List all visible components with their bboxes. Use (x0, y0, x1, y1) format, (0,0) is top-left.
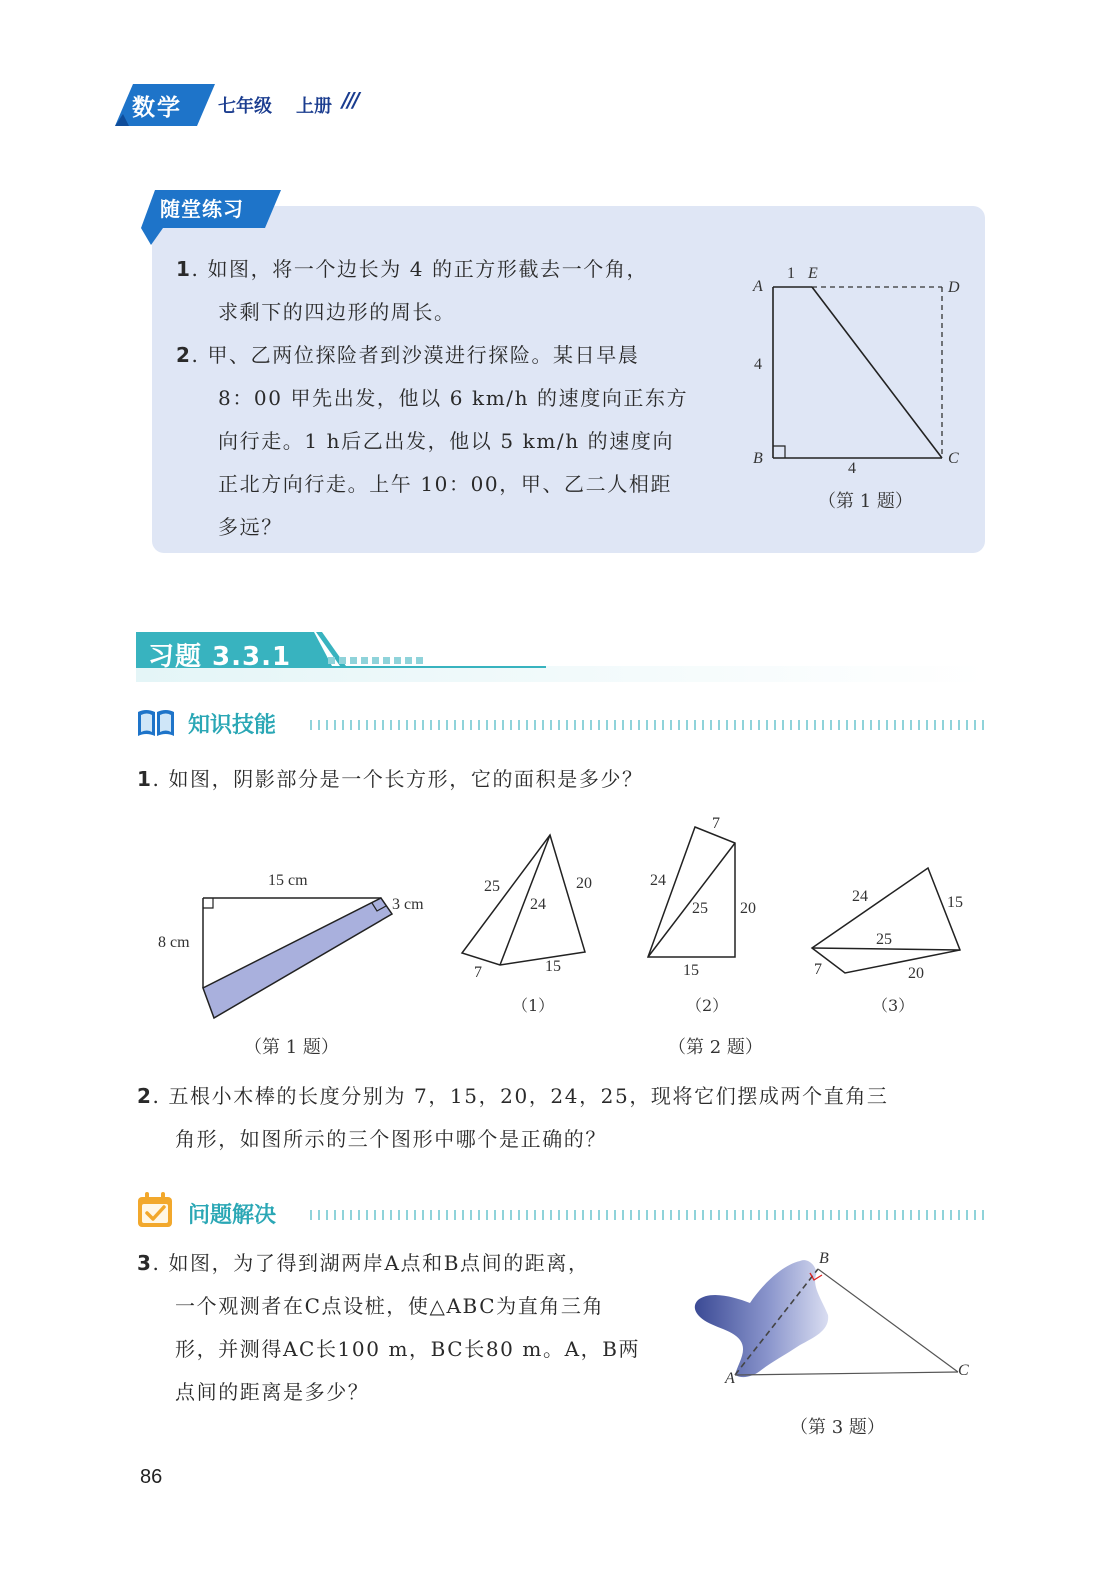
length-label: 20 (740, 900, 756, 917)
exercise-q3: 3. 如图，为了得到湖两岸A点和B点间的距离， 一个观测者在C点设桩，使△ABC为直角三角 形，并测得AC长100 m，BC长80 m。A，B两 点间的距离是多少？ (137, 1242, 640, 1414)
point-label: B (819, 1250, 829, 1267)
subfigure-caption: （2） (686, 996, 729, 1015)
calendar-check-icon (136, 1190, 176, 1230)
question-text: 求剩下的四边形的周长。 (218, 300, 456, 324)
section-divider (310, 1210, 986, 1220)
length-label: 15 (683, 962, 699, 979)
question-text: 点间的距离是多少？ (175, 1380, 370, 1404)
question-text: 8：00 甲先出发，他以 6 km/h 的速度向正东方 (218, 386, 689, 410)
length-label: 20 (908, 965, 924, 982)
volume-label: 上册 (296, 96, 332, 117)
book-icon (136, 706, 176, 738)
length-label: 7 (474, 964, 482, 981)
question-number: 2 (176, 343, 192, 367)
length-label: 8 cm (158, 934, 190, 951)
length-label: 15 cm (268, 872, 308, 889)
figure-caption: （第 3 题） (790, 1417, 885, 1438)
length-label: 1 (787, 265, 795, 282)
exercise-q1: 1. 如图，阴影部分是一个长方形，它的面积是多少？ (137, 767, 644, 791)
question-text: 角形，如图所示的三个图形中哪个是正确的？ (175, 1127, 607, 1151)
question-text: 一个观测者在C点设桩，使△ABC为直角三角 (175, 1294, 605, 1318)
question-text: 如图，为了得到湖两岸A点和B点间的距离， (168, 1251, 590, 1275)
question-text: 正北方向行走。上午 10：00，甲、乙二人相距 (218, 472, 673, 496)
triangle-set-2 (648, 827, 735, 957)
point-label: C (958, 1362, 969, 1379)
length-label: 7 (814, 961, 822, 978)
question-number: 3 (137, 1251, 153, 1275)
header-mark: /// (342, 88, 358, 112)
length-label: 4 (754, 356, 762, 373)
square-figure (740, 260, 970, 480)
length-label: 20 (576, 875, 592, 892)
length-label: 25 (484, 878, 500, 895)
triangles-figure (450, 815, 970, 985)
question-text: 如图，阴影部分是一个长方形，它的面积是多少？ (168, 767, 644, 791)
question-text: 如图，将一个边长为 4 的正方形截去一个角， (207, 257, 649, 281)
question-text: 多远？ (218, 515, 283, 539)
question-number: 2 (137, 1084, 153, 1108)
page-number: 86 (140, 1466, 163, 1488)
question-text: 五根小木棒的长度分别为 7，15，20，24，25，现将它们摆成两个直角三 (168, 1084, 889, 1108)
length-label: 25 (692, 900, 708, 917)
length-label: 24 (530, 896, 546, 913)
point-label: E (808, 265, 818, 282)
section-divider (310, 720, 986, 730)
subfigure-caption: （1） (512, 996, 555, 1015)
point-label: B (753, 450, 763, 467)
figure-caption: （第 2 题） (668, 1037, 763, 1058)
exercise-title: 习题 3.3.1 (148, 642, 292, 672)
length-label: 3 cm (392, 896, 424, 913)
point-label: C (948, 450, 959, 467)
lake-figure (690, 1245, 980, 1390)
point-label: A (753, 278, 763, 295)
length-label: 7 (712, 815, 720, 832)
question-number: 1 (137, 767, 153, 791)
question-text: 形，并测得AC长100 m，BC长80 m。A，B两 (175, 1337, 641, 1361)
section-title-skills: 知识技能 (188, 713, 277, 738)
triangle-set-1 (462, 835, 585, 965)
point-label: A (725, 1370, 735, 1387)
point-label: D (948, 279, 960, 296)
figure-caption: （第 1 题） (244, 1037, 339, 1058)
grade-label: 七年级 (218, 96, 272, 117)
triangle-set-3 (812, 868, 960, 973)
exercise-q2: 2. 五根小木棒的长度分别为 7，15，20，24，25，现将它们摆成两个直角三 角形，如图所示的三个图形中哪个是正确的？ (137, 1075, 889, 1161)
figure-caption: （第 1 题） (818, 491, 913, 512)
length-label: 15 (947, 894, 963, 911)
length-label: 4 (848, 460, 856, 477)
length-label: 24 (852, 888, 868, 905)
question-text: 向行走。1 h后乙出发，他以 5 km/h 的速度向 (218, 429, 675, 453)
subject-label: 数学 (132, 95, 182, 121)
section-title-problems: 问题解决 (188, 1203, 277, 1228)
subfigure-caption: （3） (872, 996, 915, 1015)
length-label: 25 (876, 931, 892, 948)
practice-q2: 2. 甲、乙两位探险者到沙漠进行探险。某日早晨 8：00 甲先出发，他以 6 km/h 的速度向正东方 向行走。1 h后乙出发，他以 5 km/h 的速度向 正北方向行走。上午 10：00，甲、乙二人相距 多远？ (176, 334, 688, 549)
question-text: 甲、乙两位探险者到沙漠进行探险。某日早晨 (207, 343, 640, 367)
practice-tab-label: 随堂练习 (160, 197, 244, 221)
length-label: 24 (650, 872, 666, 889)
question-number: 1 (176, 257, 192, 281)
practice-q1: 1. 如图，将一个边长为 4 的正方形截去一个角， 求剩下的四边形的周长。 (176, 248, 648, 334)
length-label: 15 (545, 958, 561, 975)
